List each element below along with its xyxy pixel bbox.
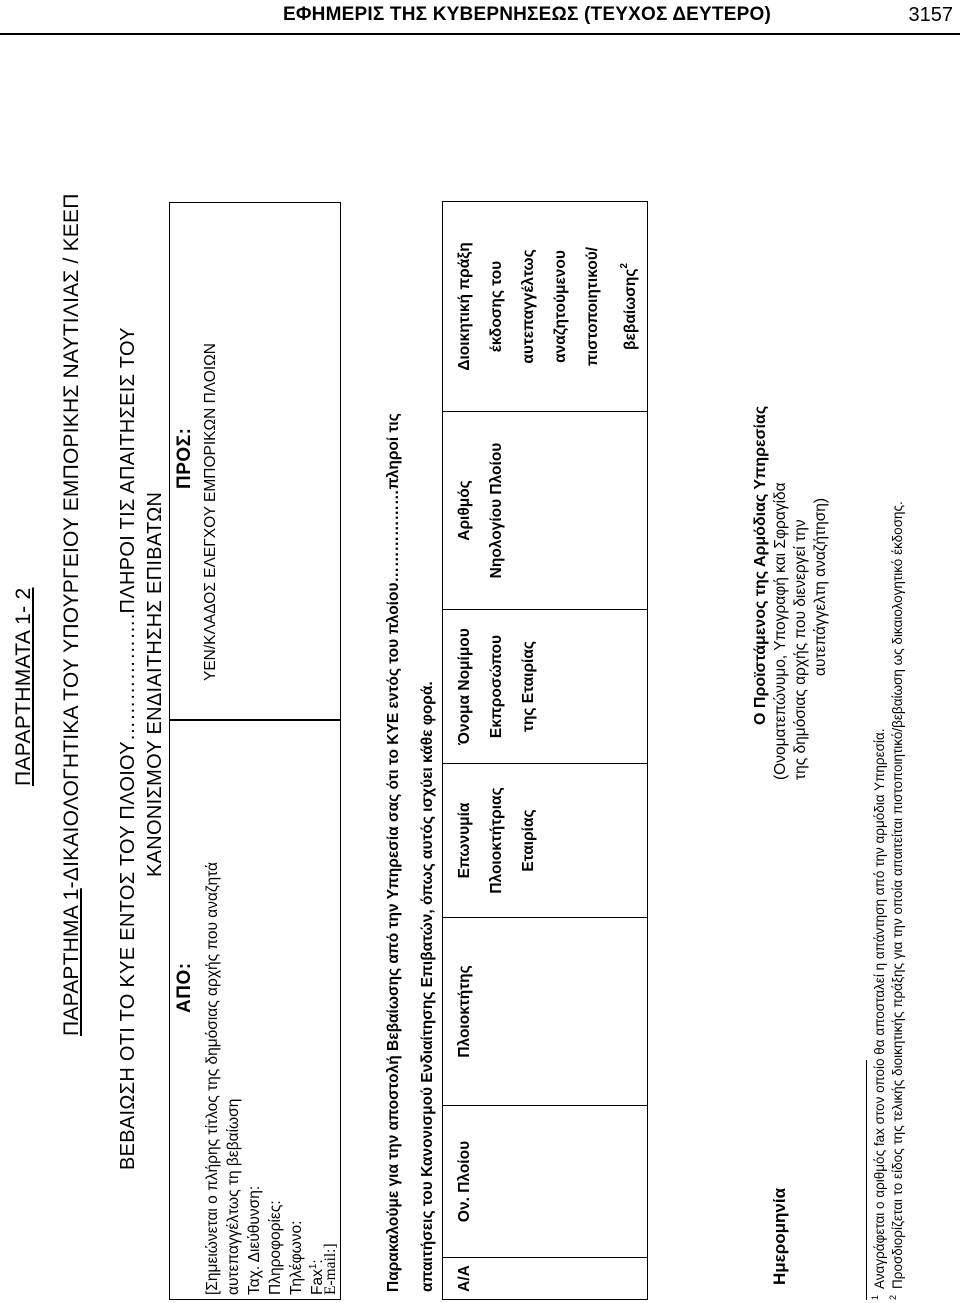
fax-footnote-ref: 1 xyxy=(308,1263,319,1270)
to-header: ΠΡΟΣ: xyxy=(174,427,195,489)
signatory-note-line-3: αυτεπάγγελτη αναζήτηση) xyxy=(812,497,829,676)
act-footnote-ref: 2 xyxy=(619,263,630,269)
page-number: 3157 xyxy=(908,4,953,26)
annex-label: ΠΑΡΑΡΤΗΜΑ 1 xyxy=(60,888,83,1036)
table-header-row xyxy=(443,202,648,1300)
signatory-note-line-1: (Ονοματεπώνυμο, Υπογραφή και Σφραγίδα xyxy=(772,482,789,780)
col-administrative-act: Διοικητική πράξη έκδοσης του αυτεπαγγέλτως αναζητούμενου πιστοποιητικού/ βεβαίωσης$^2$ xyxy=(443,202,648,412)
request-line-2: απαιτήσεις του Κανονισμού Ενδιαίτησης Επιβατών, όπως αυτός ισχύει κάθε φορά. xyxy=(419,681,436,1292)
fax-colon: : xyxy=(309,1259,326,1264)
from-address-field: Ταχ. Διεύθυνση: xyxy=(246,1185,263,1295)
col-legal-representative: Όνομα Νομίμου Εκπροσώπου της Εταιρίας xyxy=(443,610,648,764)
col-ship-name: Ον. Πλοίου xyxy=(443,1106,648,1258)
footnote-1: $^1$Αναγράφεται ο αριθμός fax στον οποίο θα αποσταλεί η απάντηση από την αρμόδια Υπηρεσία. xyxy=(870,728,887,1300)
from-info-field: Πληροφορίες: xyxy=(267,1200,284,1295)
gazette-title: ΕΦΗΜΕΡΙΣ ΤΗΣ ΚΥΒΕΡΝΗΣΕΩΣ (ΤΕΥΧΟΣ ΔΕΥΤΕΡΟ) xyxy=(283,4,771,25)
annex-title xyxy=(60,193,84,1036)
date-label: Ημερομηνία xyxy=(770,1187,789,1285)
signatory-title: Ο Προϊστάμενος της Αρμόδιας Υπηρεσίας xyxy=(752,405,769,725)
certificate-title-line-2: ΚΑΝΟΝΙΣΜΟΥ ΕΝΔΙΑΙΤΗΣΗΣ ΕΠΙΒΑΤΩΝ xyxy=(144,491,166,877)
signatory-note-line-2: της δημόσιας αρχής που διενεργεί την xyxy=(792,519,809,780)
footnote-rule xyxy=(866,1060,867,1300)
header-rule xyxy=(0,33,960,35)
annexes-label: ΠΑΡΑΡΤΗΜΑΤΑ 1- 2 xyxy=(12,587,35,786)
footnote-2: $^2$Προσδιορίζεται το είδος της τελικής διοικητικής πράξης για την οποία απαιτείται πιστοποιητικό/βεβαίωση ως δικαιολογητικό έκδοσης. xyxy=(888,501,905,1300)
certificate-title-line-1: ΒΕΒΑΙΩΣΗ ΟΤΙ ΤΟ ΚΥΕ ΕΝΤΟΣ ΤΟΥ ΠΛΟΙΟΥ……………….ΠΛΗΡΟΙ ΤΙΣ ΑΠΑΙΤΗΣΕΙΣ ΤΟΥ xyxy=(117,327,139,1170)
box-divider xyxy=(170,720,340,722)
from-header: ΑΠΟ: xyxy=(174,962,195,1013)
col-registry-number: Αριθμός Νηολογίου Πλοίου xyxy=(443,412,648,610)
data-table xyxy=(442,201,648,1300)
col-company-name: Επωνυμία Πλοιοκτήτριας Εταιρίας xyxy=(443,764,648,918)
request-line-1: Παρακαλούμε για την αποστολή Βεβαίωσης από την Υπηρεσία σας ότι το ΚΥΕ εντός του πλοίου………………πληροί τις xyxy=(385,413,402,1292)
fax-label: Fax xyxy=(309,1269,326,1295)
from-email-field: E-mail:] xyxy=(322,1243,339,1295)
from-to-box xyxy=(169,202,341,1300)
from-note-line-2: αυτεπαγγέλτως τη βεβαίωση xyxy=(225,1098,242,1295)
from-note-line-1: [Σημειώνεται ο πλήρης τίτλος της δημόσιας αρχής που αναζητά xyxy=(204,862,221,1295)
page-header xyxy=(0,0,960,30)
rotated-annex-content xyxy=(0,40,925,1300)
annex-title-rest: -ΔΙΚΑΙΟΛΟΓΗΤΙΚΑ ΤΟΥ ΥΠΟΥΡΓΕΙΟΥ ΕΜΠΟΡΙΚΗΣ ΝΑΥΤΙΛΙΑΣ / ΚΕΕΠ xyxy=(60,193,83,889)
col-aa: Α/Α xyxy=(443,1258,648,1300)
to-recipient: ΥΕΝ/ΚΛΑΔΟΣ ΕΛΕΓΧΟΥ ΕΜΠΟΡΙΚΩΝ ΠΛΟΙΩΝ xyxy=(202,343,219,681)
col-ship-owner: Πλοιοκτήτης xyxy=(443,918,648,1106)
from-phone-field: Τηλέφωνο: xyxy=(288,1220,305,1295)
